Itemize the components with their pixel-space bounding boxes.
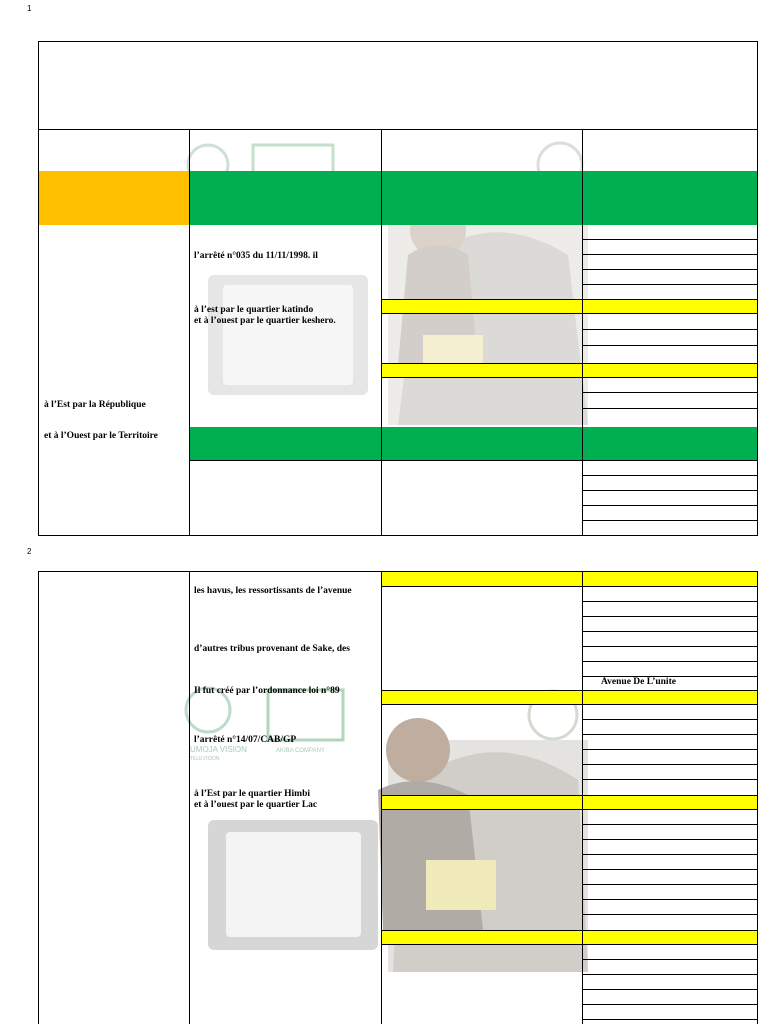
grid-line [381, 129, 382, 536]
row-line [582, 1019, 758, 1020]
west-border-text: et à l’Ouest par le Territoire [44, 431, 158, 441]
table-top-border [38, 571, 758, 572]
row-line [582, 601, 758, 602]
row-line [582, 914, 758, 915]
yellow-band-avenue [381, 690, 757, 704]
row-line [582, 869, 758, 870]
row-line [582, 520, 758, 521]
row-line [381, 930, 758, 931]
grid-line [38, 129, 758, 130]
row-line [582, 884, 758, 885]
portrait-watermark-image [168, 680, 598, 972]
akiba-caption: AKIBA COMPANY [276, 748, 325, 754]
row-line [582, 329, 758, 330]
row-line [582, 899, 758, 900]
row-line [381, 313, 758, 314]
borders-text-2: à l’Est par le quartier Himbi et à l’ouest par le quartier Lac [194, 789, 318, 810]
row-line [381, 795, 758, 796]
row-line [582, 749, 758, 750]
row-line [582, 616, 758, 617]
yellow-band-mid [381, 795, 757, 809]
row-line [582, 959, 758, 960]
page1-table-border [38, 41, 758, 536]
page2-background-photo [168, 680, 598, 972]
row-line [582, 764, 758, 765]
row-line [582, 989, 758, 990]
yellow-band-low [381, 930, 757, 944]
decree-text-2: l’arrêté n°14/07/CAB/GP [194, 735, 297, 745]
table-left-border [38, 571, 39, 1024]
page-number-2: 2 [27, 547, 32, 556]
row-line [381, 944, 758, 945]
umoja-sub-caption: TELEVISION [190, 756, 220, 762]
tribes-text: d’autres tribus provenant de Sake, des [194, 644, 350, 654]
avenue-label: Avenue De L’unite [601, 677, 676, 687]
row-line [582, 490, 758, 491]
row-line [582, 779, 758, 780]
row-line [381, 586, 758, 587]
row-line [582, 392, 758, 393]
row-line [582, 239, 758, 240]
umoja-caption: UMOJA VISION [190, 745, 247, 754]
row-line [582, 734, 758, 735]
row-line [582, 408, 758, 409]
row-line [582, 269, 758, 270]
borders-text: à l’est par le quartier katindo et à l’ouest par le quartier keshero. [194, 305, 336, 326]
row-line [582, 824, 758, 825]
havus-text: les havus, les ressortissants de l’avenue [194, 586, 352, 596]
row-line [582, 1004, 758, 1005]
row-line [582, 839, 758, 840]
row-line [381, 809, 758, 810]
row-line [582, 646, 758, 647]
page-number-1: 1 [27, 4, 32, 13]
row-line [582, 631, 758, 632]
row-line [582, 505, 758, 506]
row-line [381, 299, 758, 300]
row-line [582, 974, 758, 975]
grid-line [582, 571, 583, 1024]
row-line [582, 254, 758, 255]
row-line [381, 690, 758, 691]
creation-text: Il fut créé par l’ordonnance loi n°89 [194, 686, 340, 696]
row-line [582, 661, 758, 662]
row-line [381, 363, 758, 364]
row-line [381, 704, 758, 705]
row-line [582, 284, 758, 285]
row-line [189, 460, 758, 461]
row-line [582, 475, 758, 476]
east-border-text: à l’Est par la République [44, 400, 146, 410]
decree-text: l’arrêté n°035 du 11/11/1998. il [194, 251, 318, 261]
yellow-band-top [381, 572, 757, 586]
grid-line [189, 571, 190, 1024]
table-right-border [757, 571, 758, 1024]
grid-line [189, 129, 190, 536]
row-line [582, 719, 758, 720]
row-line [381, 377, 758, 378]
row-line [582, 854, 758, 855]
grid-line [381, 571, 382, 1024]
row-line [582, 345, 758, 346]
